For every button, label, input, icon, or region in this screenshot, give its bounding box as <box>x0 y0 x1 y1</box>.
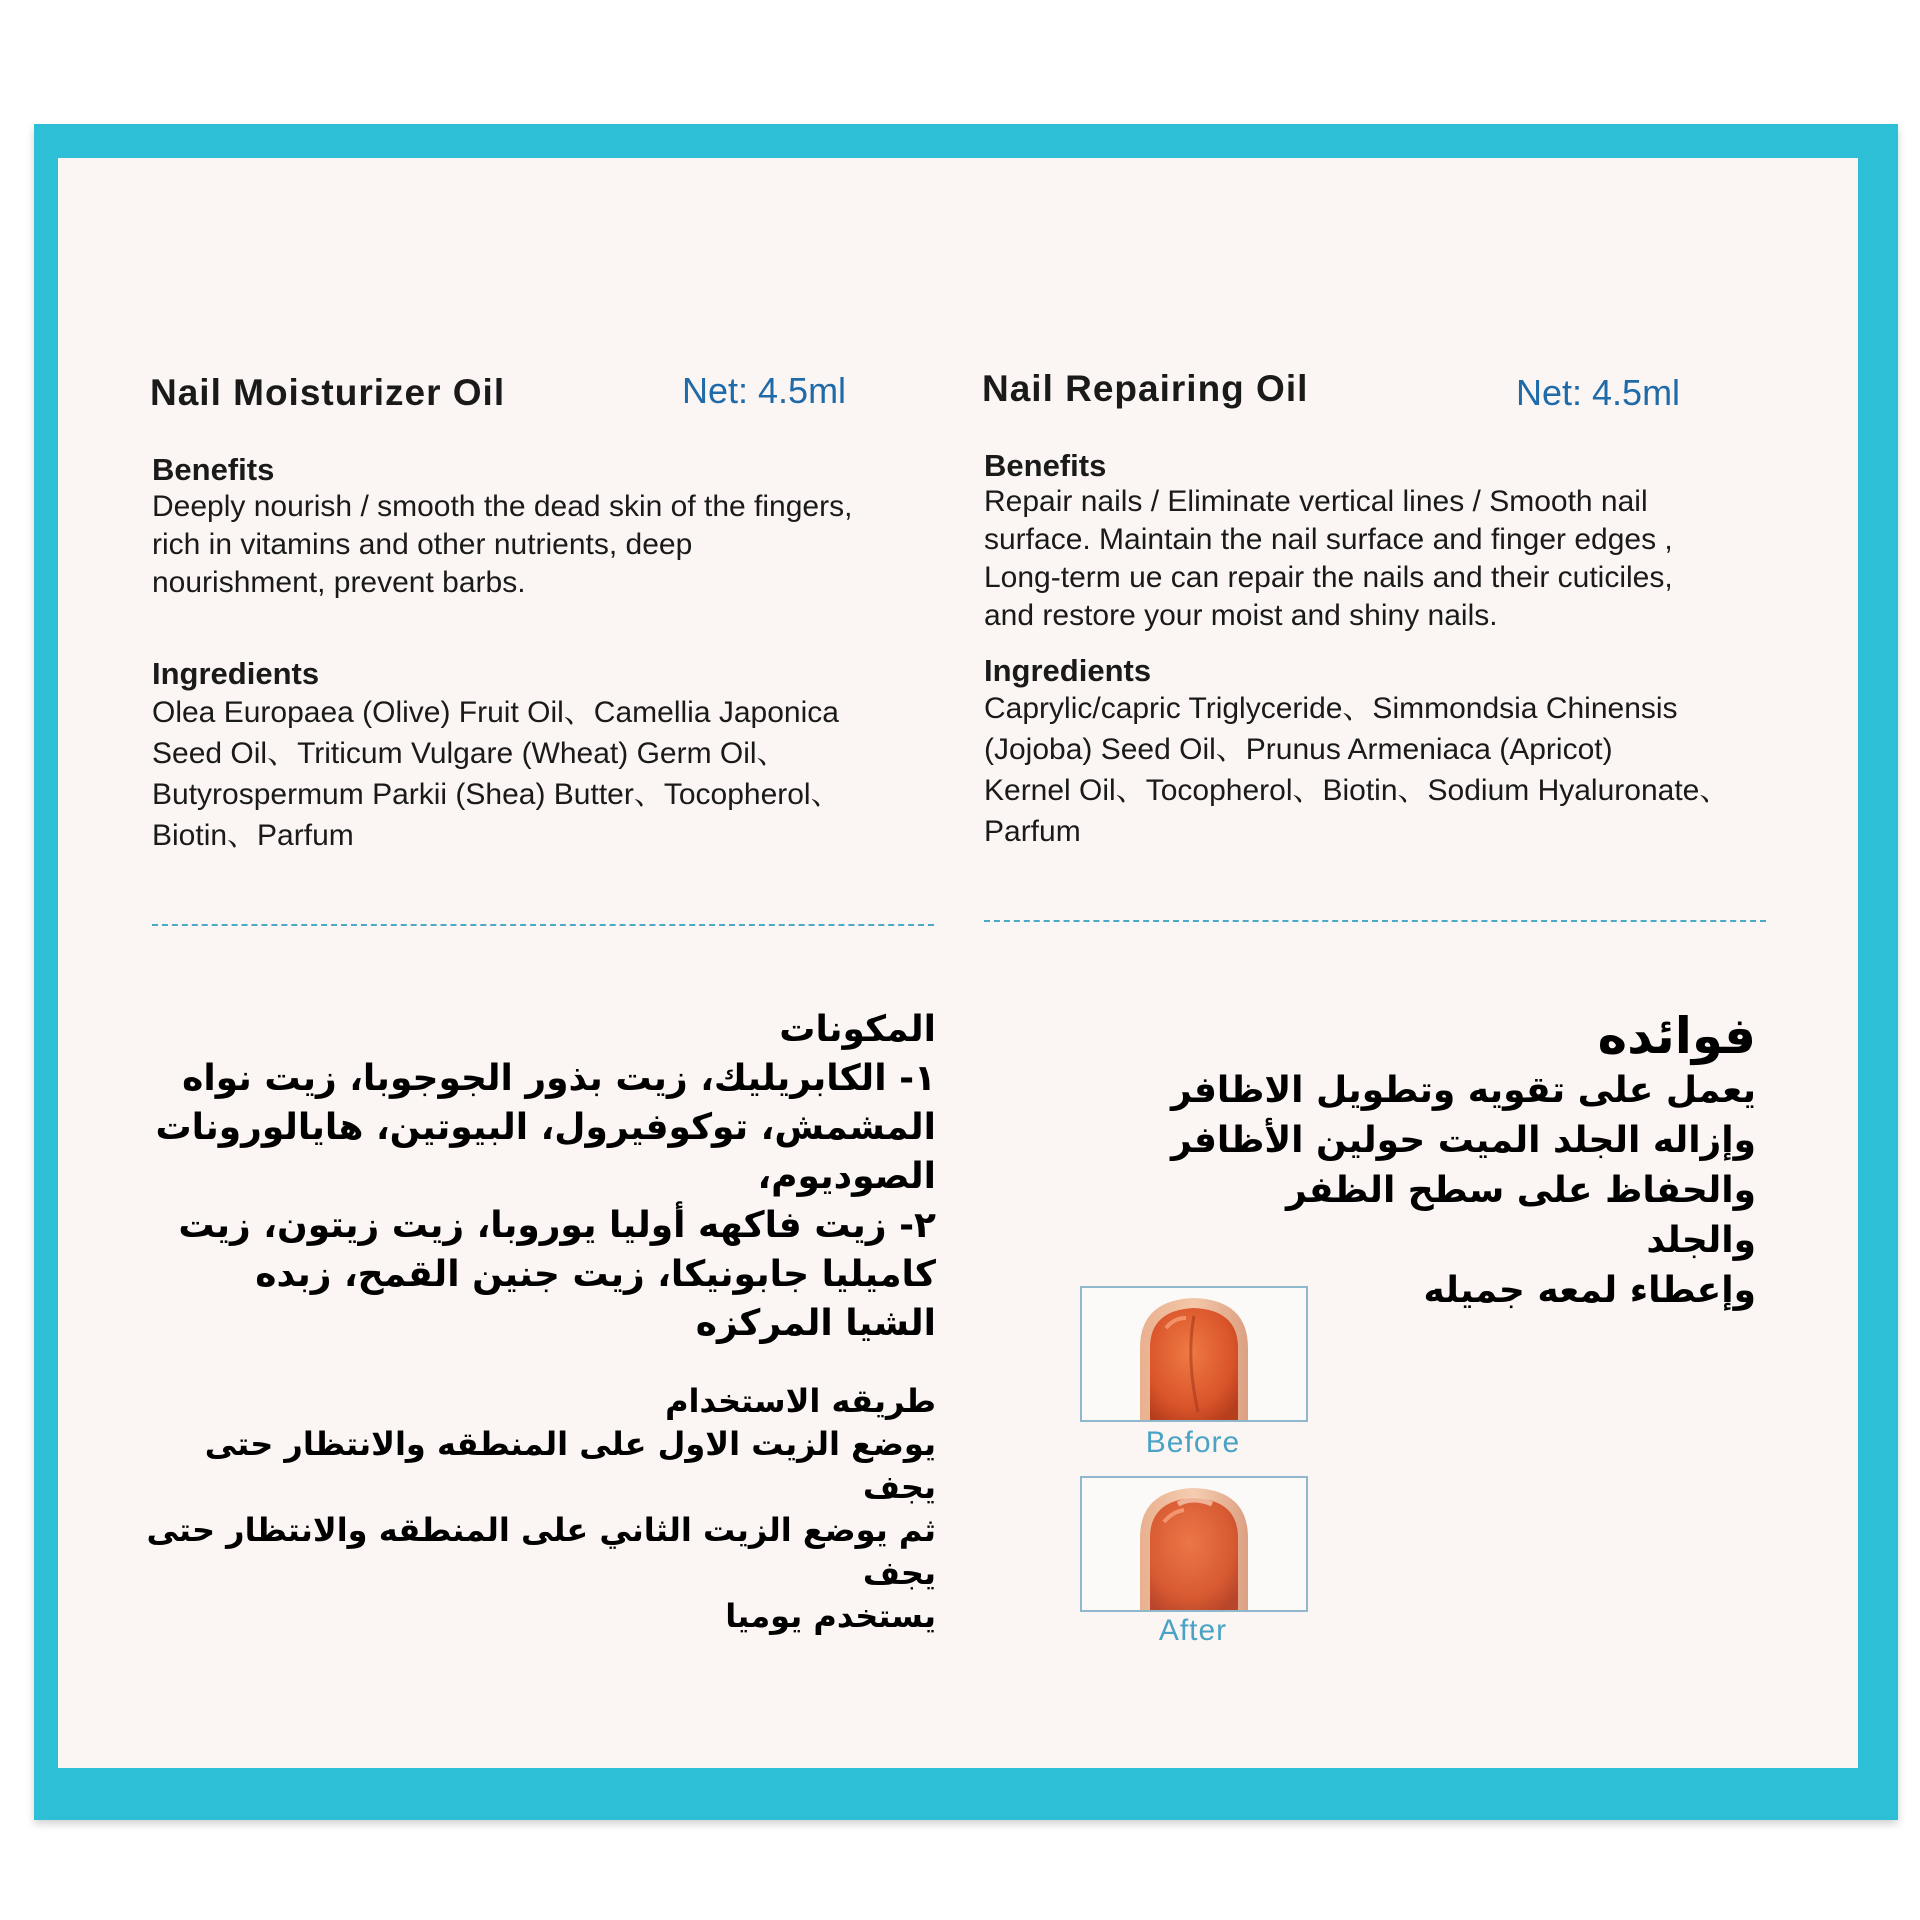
text-line: وإعطاء لمعه جميله <box>1423 1270 1756 1311</box>
text-line: ٢- زيت فاكهه أوليا يوروبا، زيت زيتون، زيت <box>178 1205 936 1246</box>
text-line: nourishment, prevent barbs. <box>152 566 526 599</box>
right-ingredients-heading: Ingredients <box>984 653 1152 688</box>
text-line: ١- الكابريليك، زيت بذور الجوجوبا، زيت نواه <box>182 1058 936 1099</box>
text-line: Parfum <box>984 815 1081 848</box>
arabic-usage-block <box>140 1380 936 1638</box>
nail-before-image <box>1080 1286 1308 1422</box>
nail-after-image <box>1080 1476 1308 1612</box>
after-label: After <box>1158 1614 1228 1647</box>
text-line: والحفاظ على سطح الظفر <box>1286 1170 1756 1211</box>
text-line: يوضع الزيت الاول على المنطقه والانتظار حتى <box>204 1425 936 1463</box>
right-net-volume: Net: 4.5ml <box>1516 372 1681 413</box>
left-benefits-text <box>152 488 932 602</box>
text-line: Caprylic/capric Triglyceride、Simmondsia Chinensis <box>984 692 1678 725</box>
text-line: يجف <box>862 1554 936 1592</box>
right-divider <box>984 920 1766 922</box>
text-line: Butyrospermum Parkii (Shea) Butter、Tocopherol、 <box>152 778 841 811</box>
left-ingredients-text <box>152 692 942 856</box>
text-line: يجف <box>862 1468 936 1506</box>
right-ingredients-text <box>984 688 1814 852</box>
arabic-ingredients-heading: المكونات <box>779 1009 936 1050</box>
before-label: Before <box>1145 1426 1241 1459</box>
text-line: (Jojoba) Seed Oil、Prunus Armeniaca (Apricot) <box>984 733 1613 766</box>
text-line: Biotin、Parfum <box>152 819 354 852</box>
left-net-volume: Net: 4.5ml <box>682 370 847 411</box>
text-line: الصوديوم، <box>757 1156 936 1197</box>
text-line: ثم يوضع الزيت الثاني على المنطقه والانتظار حتى <box>146 1511 936 1549</box>
text-line: Kernel Oil、Tocopherol、Biotin、Sodium Hyaluronate、 <box>984 774 1730 807</box>
left-ingredients-heading: Ingredients <box>152 656 320 691</box>
right-product-title: Nail Repairing Oil <box>982 368 1309 409</box>
text-line: كاميليا جابونيكا، زيت جنين القمح، زبده <box>255 1254 936 1295</box>
text-line: والجلد <box>1646 1220 1756 1261</box>
arabic-usage-heading: طريقه الاستخدام <box>665 1382 936 1420</box>
text-line: Olea Europaea (Olive) Fruit Oil、Camellia Japonica <box>152 696 839 729</box>
right-benefits-text <box>984 483 1804 635</box>
text-line: يستخدم يوميا <box>725 1597 936 1635</box>
arabic-ingredients-block <box>140 1006 936 1348</box>
text-line: rich in vitamins and other nutrients, deep <box>152 528 693 561</box>
text-line: Long-term ue can repair the nails and their cuticiles, <box>984 561 1673 594</box>
left-divider <box>152 924 934 926</box>
arabic-benefits-block <box>1140 1006 1756 1316</box>
nail-after-illustration <box>1082 1478 1306 1610</box>
text-line: Deeply nourish / smooth the dead skin of the fingers, <box>152 490 853 523</box>
left-benefits-heading: Benefits <box>152 452 275 487</box>
text-line: Seed Oil、Triticum Vulgare (Wheat) Germ Oil、 <box>152 737 787 770</box>
text-line: المشمش، توكوفيرول، البيوتين، هايالورونات <box>155 1107 936 1148</box>
text-line: Repair nails / Eliminate vertical lines / Smooth nail <box>984 485 1648 518</box>
right-benefits-heading: Benefits <box>984 448 1107 483</box>
arabic-benefits-heading: فوائده <box>1597 1007 1756 1065</box>
text-line: يعمل على تقويه وتطويل الاظافر <box>1170 1070 1756 1111</box>
text-line: وإزاله الجلد الميت حولين الأظافر <box>1170 1120 1756 1161</box>
left-product-title: Nail Moisturizer Oil <box>150 372 506 413</box>
nail-before-illustration <box>1082 1288 1306 1420</box>
text-line: surface. Maintain the nail surface and finger edges , <box>984 523 1673 556</box>
text-line: الشيا المركزه <box>695 1303 936 1344</box>
text-line: and restore your moist and shiny nails. <box>984 599 1498 632</box>
